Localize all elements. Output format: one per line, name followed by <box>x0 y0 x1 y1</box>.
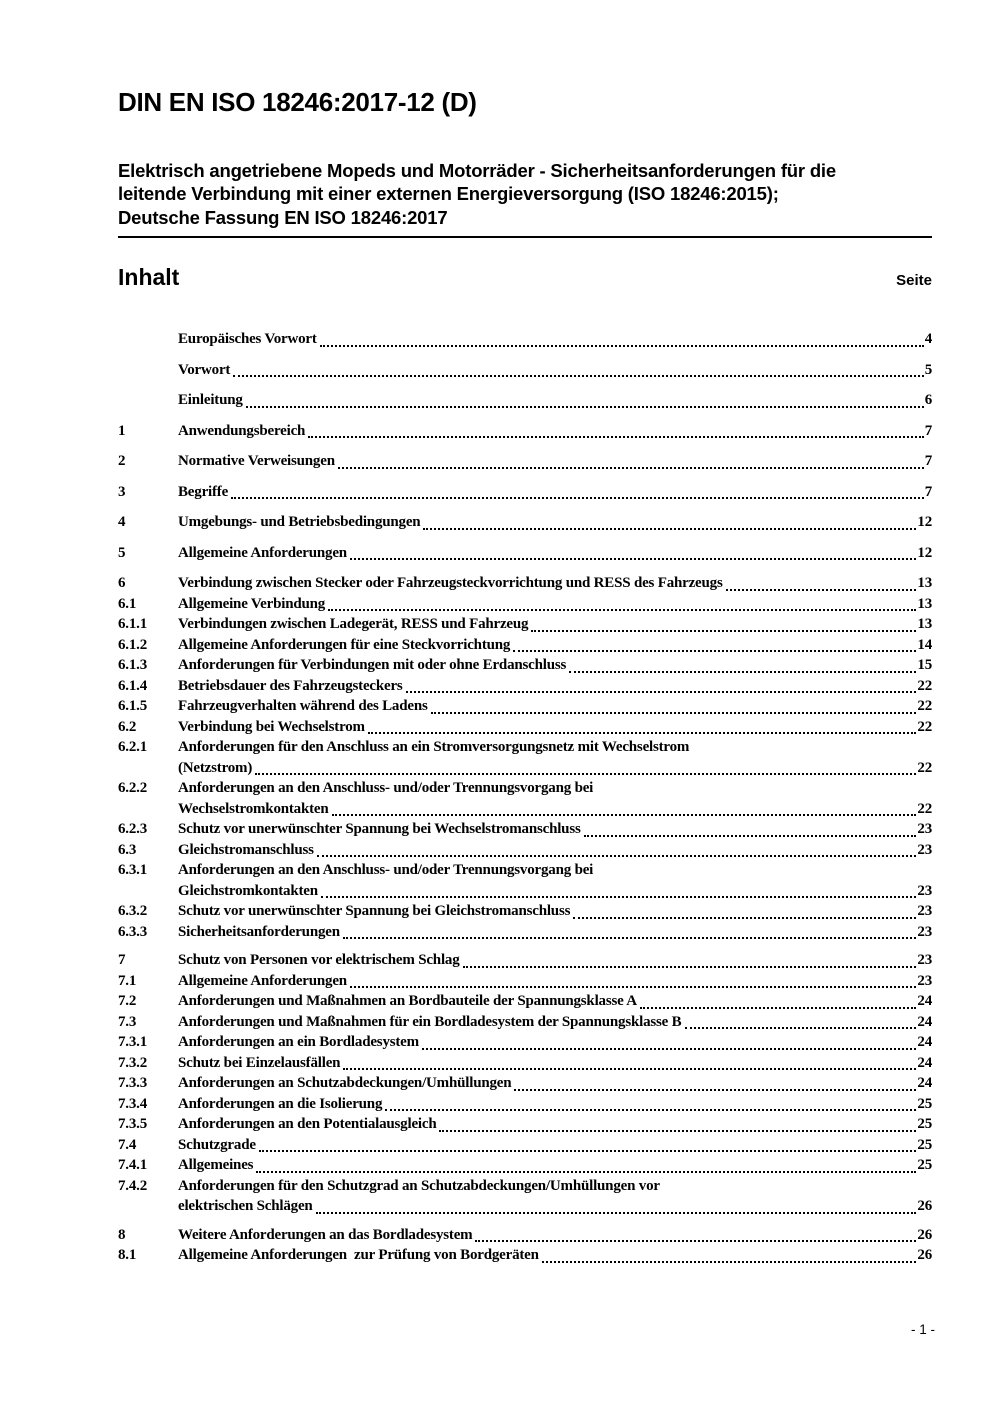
dot-leader <box>463 966 917 968</box>
toc-entry-line <box>118 594 932 615</box>
toc-entry <box>118 1135 932 1156</box>
toc-entry-title: Anforderungen an Schutzabdeckungen/Umhüllungen <box>178 1075 512 1092</box>
toc-entry-page: 24 <box>917 1054 932 1071</box>
dot-leader <box>256 1171 916 1173</box>
toc-entry-line <box>118 819 932 840</box>
dot-leader <box>685 1027 917 1029</box>
toc-entry <box>118 482 932 503</box>
toc-entry-title: Schutz vor unerwünschter Spannung bei Wechselstromanschluss <box>178 821 581 838</box>
dot-leader <box>259 1150 917 1152</box>
toc-entry-page: 6 <box>924 392 932 409</box>
toc-entry <box>118 543 932 564</box>
toc-entry-title: Gleichstromanschluss <box>178 841 314 858</box>
toc-entry-title: Sicherheitsanforderungen <box>178 923 340 940</box>
dot-leader <box>439 1130 916 1132</box>
toc-entry-page: 23 <box>917 821 932 838</box>
doc-title-line: Deutsche Fassung EN ISO 18246:2017 <box>118 206 448 228</box>
toc-entry-page: 23 <box>917 903 932 920</box>
toc-heading: Inhalt <box>118 264 180 291</box>
dot-leader <box>328 609 916 611</box>
toc-entry-page: 12 <box>917 544 932 561</box>
toc-entry-page: 26 <box>917 1198 932 1215</box>
toc-entry-title: Verbindungen zwischen Ladegerät, RESS und Fahrzeug <box>178 616 529 633</box>
toc-entry-number: 6.1.3 <box>118 657 148 674</box>
toc-entry-line <box>118 840 932 861</box>
toc-entry-title: Anforderungen für Verbindungen mit oder ohne Erdanschluss <box>178 657 567 674</box>
toc-entry <box>118 737 932 778</box>
toc-entry-title: Schutzgrade <box>178 1136 256 1153</box>
toc-entry-page: 12 <box>917 514 932 531</box>
toc-entry-line <box>118 717 932 738</box>
toc-entry-line <box>118 737 932 758</box>
toc-entry-page: 24 <box>917 1013 932 1030</box>
toc-entry-page: 25 <box>917 1157 932 1174</box>
toc-entry-title: Schutz vor unerwünschter Spannung bei Gleichstromanschluss <box>178 903 571 920</box>
toc-entry-line <box>118 573 932 594</box>
toc-entry-number: 6.1 <box>118 595 137 612</box>
toc-entry-number: 8 <box>118 1226 126 1243</box>
toc-entry-line <box>118 1073 932 1094</box>
toc-entry-page: 23 <box>917 972 932 989</box>
toc-entry-number: 7.3 <box>118 1013 137 1030</box>
toc-entry-page: 24 <box>917 1034 932 1051</box>
toc-entry-line <box>118 390 932 411</box>
dot-leader <box>514 1089 916 1091</box>
toc-entry-title: Anforderungen und Maßnahmen für ein Bordladesystem der Spannungsklasse B <box>178 1013 682 1030</box>
toc-entry-page: 24 <box>917 993 932 1010</box>
toc-entry <box>118 1094 932 1115</box>
dot-leader <box>422 1048 916 1050</box>
toc-entry-title: Schutz bei Einzelausfällen <box>178 1054 341 1071</box>
toc-entry-line <box>118 635 932 656</box>
toc-entry-number: 8.1 <box>118 1247 137 1264</box>
toc-entry-title: Allgemeine Anforderungen zur Prüfung von Bordgeräten <box>178 1247 539 1264</box>
toc-entry <box>118 1053 932 1074</box>
toc-entry-title: Anforderungen an den Anschluss- und/oder Trennungsvorgang bei <box>178 780 594 797</box>
toc-entry <box>118 573 932 594</box>
toc-entry-number: 5 <box>118 544 126 561</box>
document-page <box>118 0 932 1266</box>
toc-entry-line <box>118 543 932 564</box>
toc-entry-line <box>118 758 932 779</box>
toc-entry-number: 6.3 <box>118 841 137 858</box>
toc-entry-line <box>118 1012 932 1033</box>
dot-leader <box>332 814 917 816</box>
toc-entry-number: 7.3.3 <box>118 1075 148 1092</box>
toc-entry-title: Fahrzeugverhalten während des Ladens <box>178 698 428 715</box>
toc-entry-number: 7.3.5 <box>118 1116 148 1133</box>
toc-entry-line <box>118 881 932 902</box>
dot-leader <box>406 691 917 693</box>
toc-entry-number: 6.3.3 <box>118 923 148 940</box>
toc-entry-title: Normative Verweisungen <box>178 453 335 470</box>
toc-entry <box>118 329 932 350</box>
toc-entry-number: 6.2.3 <box>118 821 148 838</box>
dot-leader <box>368 732 917 734</box>
toc-entry-line <box>118 421 932 442</box>
toc-entry-number: 1 <box>118 422 126 439</box>
dot-leader <box>320 345 924 347</box>
toc-entry-number: 7.2 <box>118 993 137 1010</box>
toc-entry-number: 6.1.5 <box>118 698 148 715</box>
dot-leader <box>513 650 916 652</box>
toc-entry-line <box>118 329 932 350</box>
toc-entry <box>118 696 932 717</box>
dot-leader <box>542 1261 917 1263</box>
toc-entry-title: elektrischen Schlägen <box>178 1198 313 1215</box>
toc-entry-page: 22 <box>917 759 932 776</box>
dot-leader <box>584 835 917 837</box>
dot-leader <box>431 712 917 714</box>
toc-entry-page: 7 <box>924 483 932 500</box>
toc-entry <box>118 778 932 819</box>
toc-entry-line <box>118 451 932 472</box>
toc-entry-line <box>118 922 932 943</box>
toc-entry-page: 15 <box>917 657 932 674</box>
toc-entry-number: 4 <box>118 514 126 531</box>
dot-leader <box>338 467 924 469</box>
toc-entry-title: Anwendungsbereich <box>178 422 306 439</box>
dot-leader <box>343 937 917 939</box>
page-number-footer: - 1 - <box>910 1322 935 1337</box>
toc-entry-title: Allgemeine Anforderungen <box>178 544 347 561</box>
toc-entry-page: 7 <box>924 422 932 439</box>
toc-entry-page: 13 <box>917 616 932 633</box>
toc-page-column-label: Seite <box>896 272 932 290</box>
toc-entry-page: 25 <box>917 1136 932 1153</box>
toc-entry-number: 7.3.4 <box>118 1095 148 1112</box>
toc-entry-line <box>118 512 932 533</box>
toc-entry <box>118 512 932 533</box>
toc-entry-line <box>118 655 932 676</box>
toc-entry <box>118 1114 932 1135</box>
toc-entry <box>118 1245 932 1266</box>
toc-entry-line <box>118 1245 932 1266</box>
toc-entry <box>118 1073 932 1094</box>
toc-entry-number: 7 <box>118 952 126 969</box>
toc-entry-number: 7.4.2 <box>118 1177 148 1194</box>
toc-entry-page: 25 <box>917 1095 932 1112</box>
toc-entry <box>118 950 932 971</box>
toc-entry <box>118 1032 932 1053</box>
toc-entry-title: Anforderungen an die Isolierung <box>178 1095 383 1112</box>
dot-leader <box>246 406 924 408</box>
toc-entry-title: Allgemeines <box>178 1157 254 1174</box>
dot-leader <box>475 1240 916 1242</box>
toc-entry-number: 7.1 <box>118 972 137 989</box>
dot-leader <box>569 671 916 673</box>
toc-list <box>118 329 932 1266</box>
toc-entry <box>118 1155 932 1176</box>
dot-leader <box>343 1068 916 1070</box>
toc-entry-number: 6.3.2 <box>118 903 148 920</box>
toc-entry-page: 26 <box>917 1247 932 1264</box>
dot-leader <box>308 436 924 438</box>
toc-entry-line <box>118 950 932 971</box>
dot-leader <box>350 558 916 560</box>
toc-entry-number: 7.3.2 <box>118 1054 148 1071</box>
toc-entry-page: 4 <box>924 331 932 348</box>
toc-entry-line <box>118 991 932 1012</box>
toc-entry <box>118 819 932 840</box>
toc-entry-line <box>118 1176 932 1197</box>
toc-entry-number: 6.1.1 <box>118 616 148 633</box>
toc-entry-line <box>118 860 932 881</box>
toc-entry-page: 22 <box>917 718 932 735</box>
toc-entry-line <box>118 1032 932 1053</box>
doc-code-heading: DIN EN ISO 18246:2017-12 (D) <box>118 87 477 117</box>
toc-entry-title: Allgemeine Verbindung <box>178 595 326 612</box>
toc-entry-page: 23 <box>917 952 932 969</box>
toc-entry-title: Anforderungen an den Anschluss- und/oder Trennungsvorgang bei <box>178 862 594 879</box>
doc-title <box>118 159 932 230</box>
toc-entry <box>118 991 932 1012</box>
dot-leader <box>531 630 916 632</box>
toc-entry-page: 25 <box>917 1116 932 1133</box>
title-rule <box>118 236 932 238</box>
toc-entry-title: Betriebsdauer des Fahrzeugsteckers <box>178 677 403 694</box>
toc-entry-title: Allgemeine Anforderungen <box>178 972 347 989</box>
toc-entry-line <box>118 1135 932 1156</box>
toc-entry-page: 22 <box>917 698 932 715</box>
toc-entry-line <box>118 676 932 697</box>
toc-entry <box>118 971 932 992</box>
toc-entry-line <box>118 1225 932 1246</box>
toc-entry-page: 23 <box>917 882 932 899</box>
toc-entry <box>118 421 932 442</box>
toc-entry <box>118 1176 932 1217</box>
toc-entry-title: Allgemeine Anforderungen für eine Steckvorrichtung <box>178 636 511 653</box>
doc-title-line: Elektrisch angetriebene Mopeds und Motorräder - Sicherheitsanforderungen für die <box>118 159 836 181</box>
toc-entry-line <box>118 901 932 922</box>
dot-leader <box>573 917 916 919</box>
toc-entry <box>118 840 932 861</box>
toc-entry <box>118 1225 932 1246</box>
toc-entry-page: 5 <box>924 361 932 378</box>
toc-entry-line <box>118 360 932 381</box>
toc-entry-page: 13 <box>917 595 932 612</box>
toc-entry-title: Vorwort <box>178 361 231 378</box>
toc-entry-page: 24 <box>917 1075 932 1092</box>
toc-entry <box>118 655 932 676</box>
toc-entry <box>118 901 932 922</box>
toc-entry-line <box>118 799 932 820</box>
toc-entry-page: 22 <box>917 800 932 817</box>
toc-entry <box>118 676 932 697</box>
toc-entry <box>118 614 932 635</box>
toc-entry-title: Weitere Anforderungen an das Bordladesystem <box>178 1226 473 1243</box>
toc-entry-title: Anforderungen und Maßnahmen an Bordbauteile der Spannungsklasse A <box>178 993 637 1010</box>
toc-entry-title: Anforderungen für den Anschluss an ein Stromversorgungsnetz mit Wechselstrom <box>178 739 690 756</box>
toc-entry-title: Gleichstromkontakten <box>178 882 318 899</box>
toc-entry-page: 22 <box>917 677 932 694</box>
doc-title-line: leitende Verbindung mit einer externen Energieversorgung (ISO 18246:2015); <box>118 183 779 205</box>
toc-entry-line <box>118 696 932 717</box>
toc-entry-line <box>118 1155 932 1176</box>
toc-entry <box>118 594 932 615</box>
toc-entry-page: 23 <box>917 841 932 858</box>
toc-entry-line <box>118 1196 932 1217</box>
toc-entry <box>118 922 932 943</box>
dot-leader <box>640 1007 916 1009</box>
toc-entry-number: 2 <box>118 453 126 470</box>
toc-header <box>118 264 932 291</box>
toc-entry <box>118 360 932 381</box>
toc-entry-line <box>118 614 932 635</box>
toc-entry-title: Umgebungs- und Betriebsbedingungen <box>178 514 421 531</box>
toc-entry-title: Schutz von Personen vor elektrischem Schlag <box>178 952 460 969</box>
toc-entry-number: 3 <box>118 483 126 500</box>
toc-entry-title: Wechselstromkontakten <box>178 800 329 817</box>
toc-entry-number: 6.2 <box>118 718 137 735</box>
dot-leader <box>350 986 916 988</box>
toc-entry-number: 7.3.1 <box>118 1034 148 1051</box>
toc-entry <box>118 1012 932 1033</box>
toc-entry-title: Anforderungen für den Schutzgrad an Schutzabdeckungen/Umhüllungen vor <box>178 1177 660 1194</box>
dot-leader <box>231 497 924 499</box>
toc-entry-line <box>118 482 932 503</box>
toc-entry-number: 6 <box>118 575 126 592</box>
dot-leader <box>423 528 916 530</box>
toc-entry-title: Einleitung <box>178 392 243 409</box>
dot-leader <box>233 375 923 377</box>
toc-entry-title: (Netzstrom) <box>178 759 253 776</box>
dot-leader <box>385 1109 916 1111</box>
toc-entry <box>118 635 932 656</box>
toc-entry-line <box>118 778 932 799</box>
toc-entry-number: 7.4 <box>118 1136 137 1153</box>
toc-entry-number: 6.1.2 <box>118 636 148 653</box>
toc-entry-number: 7.4.1 <box>118 1157 148 1174</box>
dot-leader <box>317 855 917 857</box>
toc-entry-page: 26 <box>917 1226 932 1243</box>
toc-entry-number: 6.3.1 <box>118 862 148 879</box>
toc-entry-title: Begriffe <box>178 483 229 500</box>
toc-entry-number: 6.2.2 <box>118 780 148 797</box>
dot-leader <box>726 589 917 591</box>
toc-entry <box>118 390 932 411</box>
toc-entry-page: 7 <box>924 453 932 470</box>
toc-entry-page: 14 <box>917 636 932 653</box>
toc-entry-line <box>118 971 932 992</box>
dot-leader <box>316 1212 917 1214</box>
toc-entry-line <box>118 1053 932 1074</box>
toc-entry-number: 6.1.4 <box>118 677 148 694</box>
toc-entry-title: Anforderungen an den Potentialausgleich <box>178 1116 437 1133</box>
toc-entry-page: 23 <box>917 923 932 940</box>
toc-entry-page: 13 <box>917 575 932 592</box>
toc-entry <box>118 717 932 738</box>
toc-entry-title: Verbindung bei Wechselstrom <box>178 718 365 735</box>
dot-leader <box>255 773 916 775</box>
toc-entry <box>118 451 932 472</box>
toc-entry-number: 6.2.1 <box>118 739 148 756</box>
toc-entry-title: Verbindung zwischen Stecker oder Fahrzeugsteckvorrichtung und RESS des Fahrzeugs <box>178 575 723 592</box>
toc-entry-line <box>118 1094 932 1115</box>
toc-entry-title: Europäisches Vorwort <box>178 331 317 348</box>
toc-entry <box>118 860 932 901</box>
toc-entry-line <box>118 1114 932 1135</box>
dot-leader <box>321 896 916 898</box>
toc-entry-title: Anforderungen an ein Bordladesystem <box>178 1034 419 1051</box>
